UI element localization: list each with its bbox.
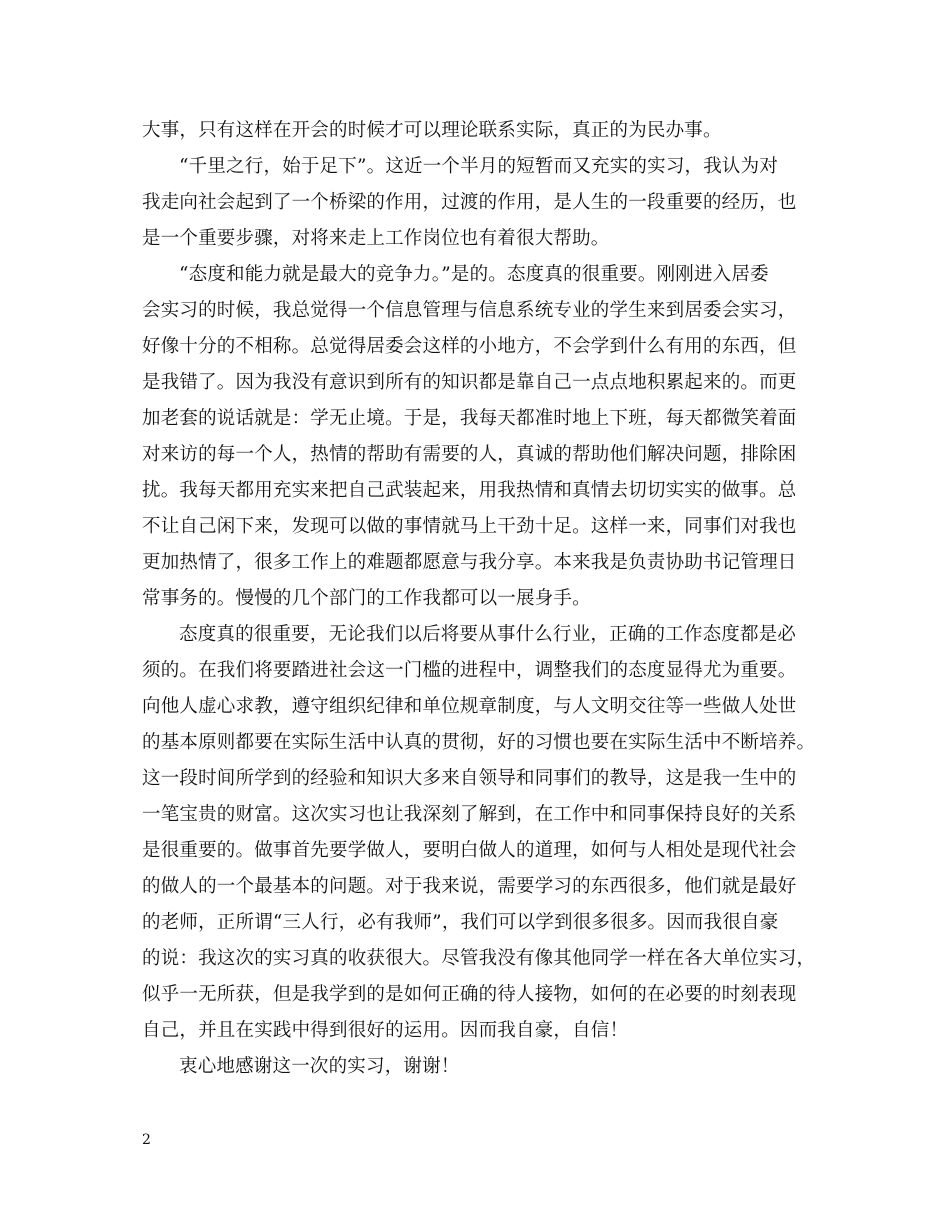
text-line: 的说：我这次的实习真的收获很大。尽管我没有像其他同学一样在各大单位实习， [142, 948, 816, 969]
text-line: 好像十分的不相称。总觉得居委会这样的小地方，不会学到什么有用的东西，但 [142, 336, 797, 357]
page-number: 2 [142, 1132, 151, 1148]
text-line: 衷心地感谢这一次的实习，谢谢！ [179, 1056, 460, 1077]
text-line: 不让自己闲下来，发现可以做的事情就马上干劲十足。这样一来，同事们对我也 [142, 516, 797, 537]
text-line: 会实习的时候，我总觉得一个信息管理与信息系统专业的学生来到居委会实习， [142, 300, 797, 321]
text-line: 自己，并且在实践中得到很好的运用。因而我自豪，自信！ [142, 1020, 629, 1041]
text-line: 扰。我每天都用充实来把自己武装起来，用我热情和真情去切切实实的做事。总 [142, 480, 797, 501]
text-line: 一笔宝贵的财富。这次实习也让我深刻了解到，在工作中和同事保持良好的关系 [142, 804, 797, 825]
text-line: 对来访的每一个人，热情的帮助有需要的人，真诚的帮助他们解决问题，排除困 [142, 444, 797, 465]
text-line: 加老套的说话就是：学无止境。于是，我每天都准时地上下班，每天都微笑着面 [142, 408, 797, 429]
text-line: 这一段时间所学到的经验和知识大多来自领导和同事们的教导，这是我一生中的 [142, 768, 797, 789]
text-line: 的基本原则都要在实际生活中认真的贯彻，好的习惯也要在实际生活中不断培养。 [142, 732, 816, 753]
text-line: “千里之行，始于足下”。这近一个半月的短暂而又充实的实习，我认为对 [179, 156, 779, 177]
text-line: 似乎一无所获，但是我学到的是如何正确的待人接物，如何的在必要的时刻表现 [142, 984, 797, 1005]
text-line: 常事务的。慢慢的几个部门的工作我都可以一展身手。 [142, 588, 591, 609]
text-line: 是很重要的。做事首先要学做人，要明白做人的道理，如何与人相处是现代社会 [142, 840, 797, 861]
text-line: 须的。在我们将要踏进社会这一门槛的进程中，调整我们的态度显得尤为重要。 [142, 660, 797, 681]
document-body [142, 113, 822, 1085]
text-line: 我走向社会起到了一个桥梁的作用，过渡的作用，是人生的一段重要的经历，也 [142, 192, 797, 213]
text-line: 的做人的一个最基本的问题。对于我来说，需要学习的东西很多，他们就是最好 [142, 876, 797, 897]
text-line: 是一个重要步骤，对将来走上工作岗位也有着很大帮助。 [142, 228, 610, 249]
text-line: 是我错了。因为我没有意识到所有的知识都是靠自己一点点地积累起来的。而更 [142, 372, 797, 393]
text-line: “态度和能力就是最大的竞争力。”是的。态度真的很重要。刚刚进入居委 [179, 264, 769, 285]
text-line: 态度真的很重要，无论我们以后将要从事什么行业，正确的工作态度都是必 [179, 624, 797, 645]
text-line: 向他人虚心求教，遵守组织纪律和单位规章制度，与人文明交往等一些做人处世 [142, 696, 797, 717]
text-line: 大事，只有这样在开会的时候才可以理论联系实际，真正的为民办事。 [142, 120, 722, 141]
text-line: 更加热情了，很多工作上的难题都愿意与我分享。本来我是负责协助书记管理日 [142, 552, 797, 573]
text-line: 的老师，正所谓“三人行，必有我师”，我们可以学到很多很多。因而我很自豪 [142, 912, 779, 933]
